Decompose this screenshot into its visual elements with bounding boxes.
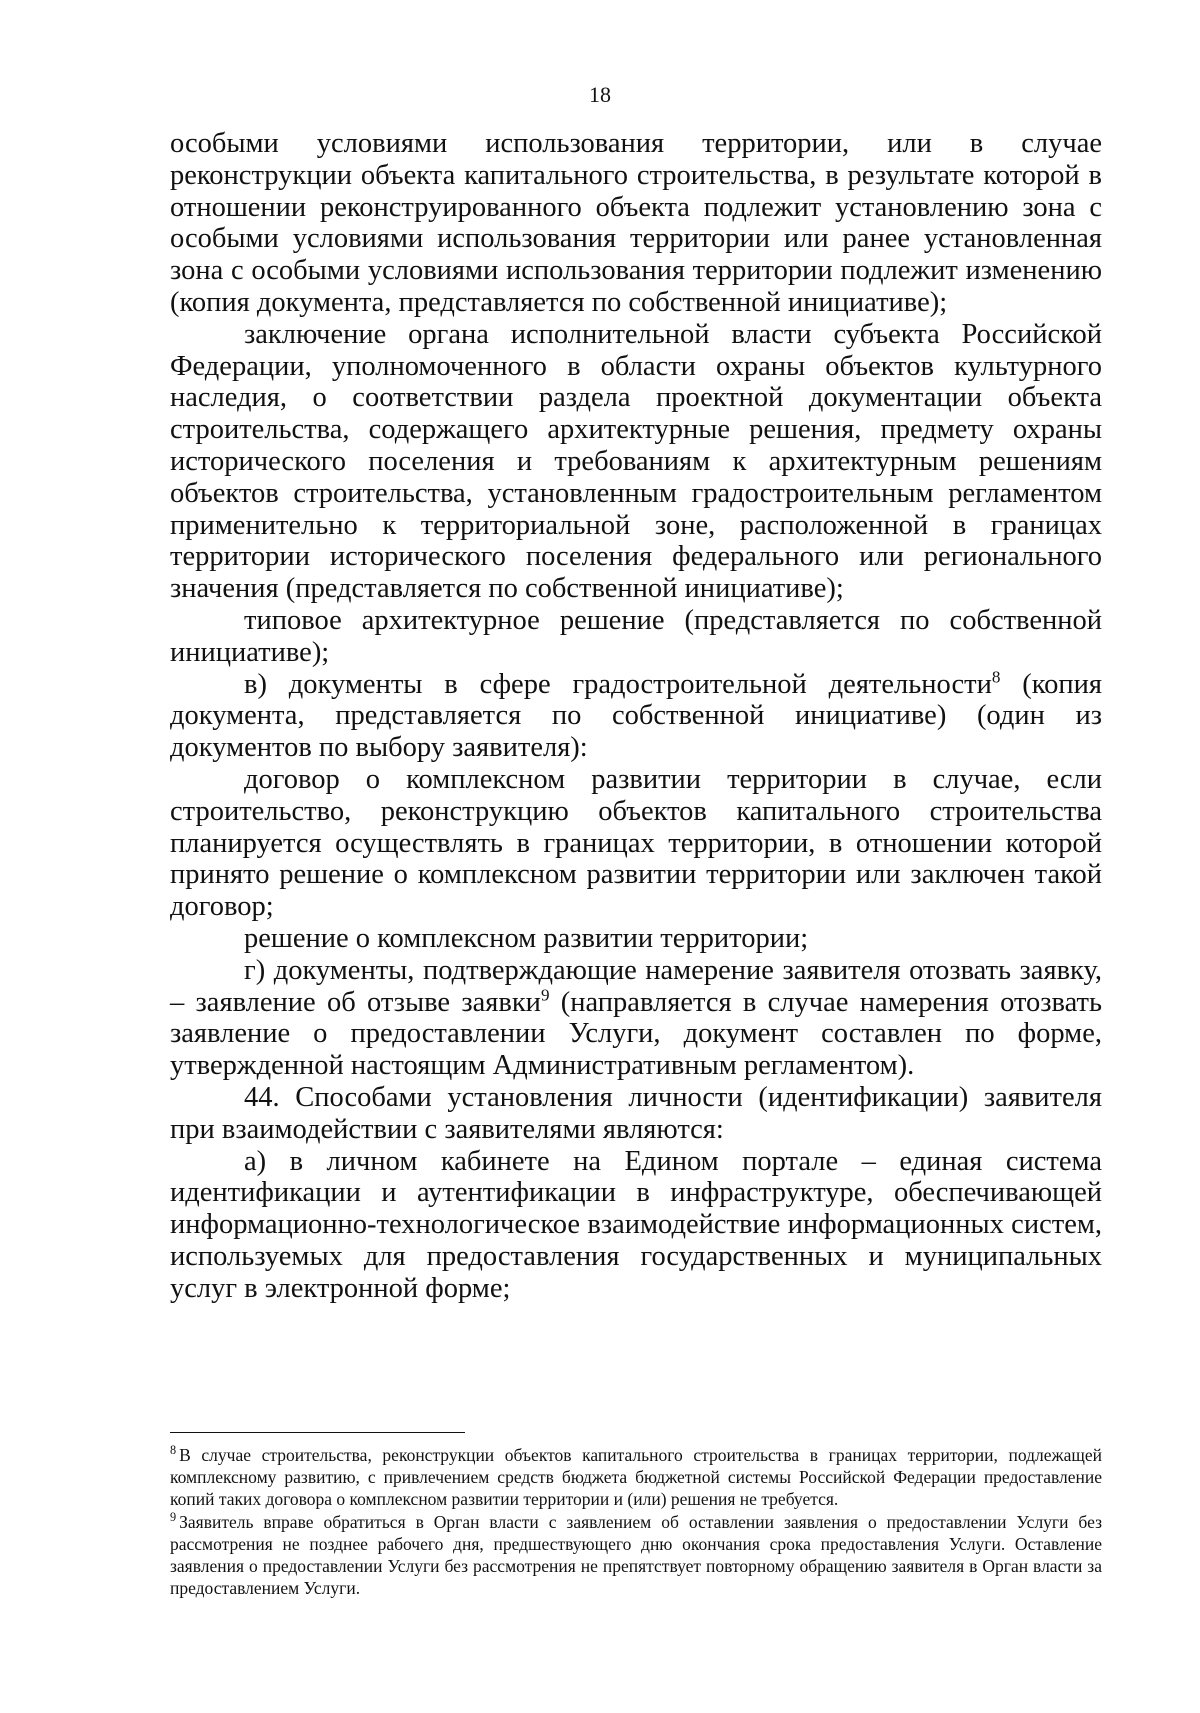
footnote-divider [170,1432,465,1433]
footnote-9-text: Заявитель вправе обратиться в Орган власти с заявлением об оставлении заявления о предоставлении Услуги без рассмотрения не позднее рабочего дня, предшествующего дню окончания срока предоставления Услуги. Оставление заявления о предоставлении Услуги без рассмотрения не препятствует повторному обращению заявителя в Орган власти за предоставлением Услуги. [170,1511,1102,1599]
paragraph-item-g-text: г) документы, подтверждающие намерение заявителя отозвать заявку, – заявление об отзыве заявки [170,954,1102,1018]
footnotes [170,1444,1102,1599]
paragraph-territory-development-agreement: договор о комплексном развитии территории в случае, если строительство, реконструкцию объектов капитального строительства планируется осуществлять в границах территории, в отношении которой принято решение о комплексном развитии территории или заключен такой договор; [170,763,1102,923]
paragraph-item-v [170,669,1102,764]
footnote-9-mark: 9 [170,1509,177,1524]
footnote-8-mark: 8 [170,1443,177,1458]
footnote-ref-9: 9 [540,985,550,1005]
paragraph-item-v-text-end: (копия документа, представляется по собственной инициативе) (один из документов по выбору заявителя): [170,668,1102,764]
paragraph-territory-development-decision: решение о комплексном развитии территории; [244,922,809,954]
paragraph-item-a: а) в личном кабинете на Едином портале – единая система идентификации и аутентификации в инфраструктуре, обеспечивающей информационно-технологическое взаимодействие информационных систем, используемых для предоставления государственных и муниципальных услуг в электронной форме; [170,1145,1102,1304]
paragraph-44: 44. Способами установления личности (идентификации) заявителя при взаимодействии с заявителями являются: [170,1081,1102,1145]
footnote-ref-8: 8 [991,667,1001,687]
paragraph-item-v-text: в) документы в сфере градостроительной деятельности [244,668,992,700]
body-text [170,128,1102,1304]
paragraph-typical-architectural-solution: типовое архитектурное решение (представляется по собственной инициативе); [170,604,1102,668]
paragraph-conclusion-heritage: заключение органа исполнительной власти субъекта Российской Федерации, уполномоченного в области охраны объектов культурного наследия, о соответствии раздела проектной документации объекта строительства, содержащего архитектурные решения, предмету охраны исторического поселения и требованиям к архитектурным решениям объектов строительства, установленным градостроительным регламентом применительно к территориальной зоне, расположенной в границах территории исторического поселения федерального или регионального значения (представляется по собственной инициативе); [170,318,1102,605]
footnote-8 [170,1444,1102,1511]
footnote-8-text: В случае строительства, реконструкции объектов капитального строительства в границах территории, подлежащей комплексному развитию, с привлечением средств бюджета бюджетной системы Российской Федерации предоставление копий таких договора о комплексном развитии территории и (или) решения не требуется. [170,1445,1102,1510]
footnote-9 [170,1511,1102,1600]
paragraph-continuation: особыми условиями использования территории, или в случае реконструкции объекта капитального строительства, в результате которой в отношении реконструированного объекта подлежит установлению зона с особыми условиями использования территории или ранее установленная зона с особыми условиями использования территории подлежит изменению (копия документа, представляется по собственной инициативе); [170,128,1102,318]
page-number: 18 [589,82,611,107]
paragraph-item-g [170,955,1102,1082]
paragraph-item-g-text-end: (направляется в случае намерения отозвать заявление о предоставлении Услуги, документ составлен по форме, утвержденной настоящим Административным регламентом). [170,986,1103,1082]
